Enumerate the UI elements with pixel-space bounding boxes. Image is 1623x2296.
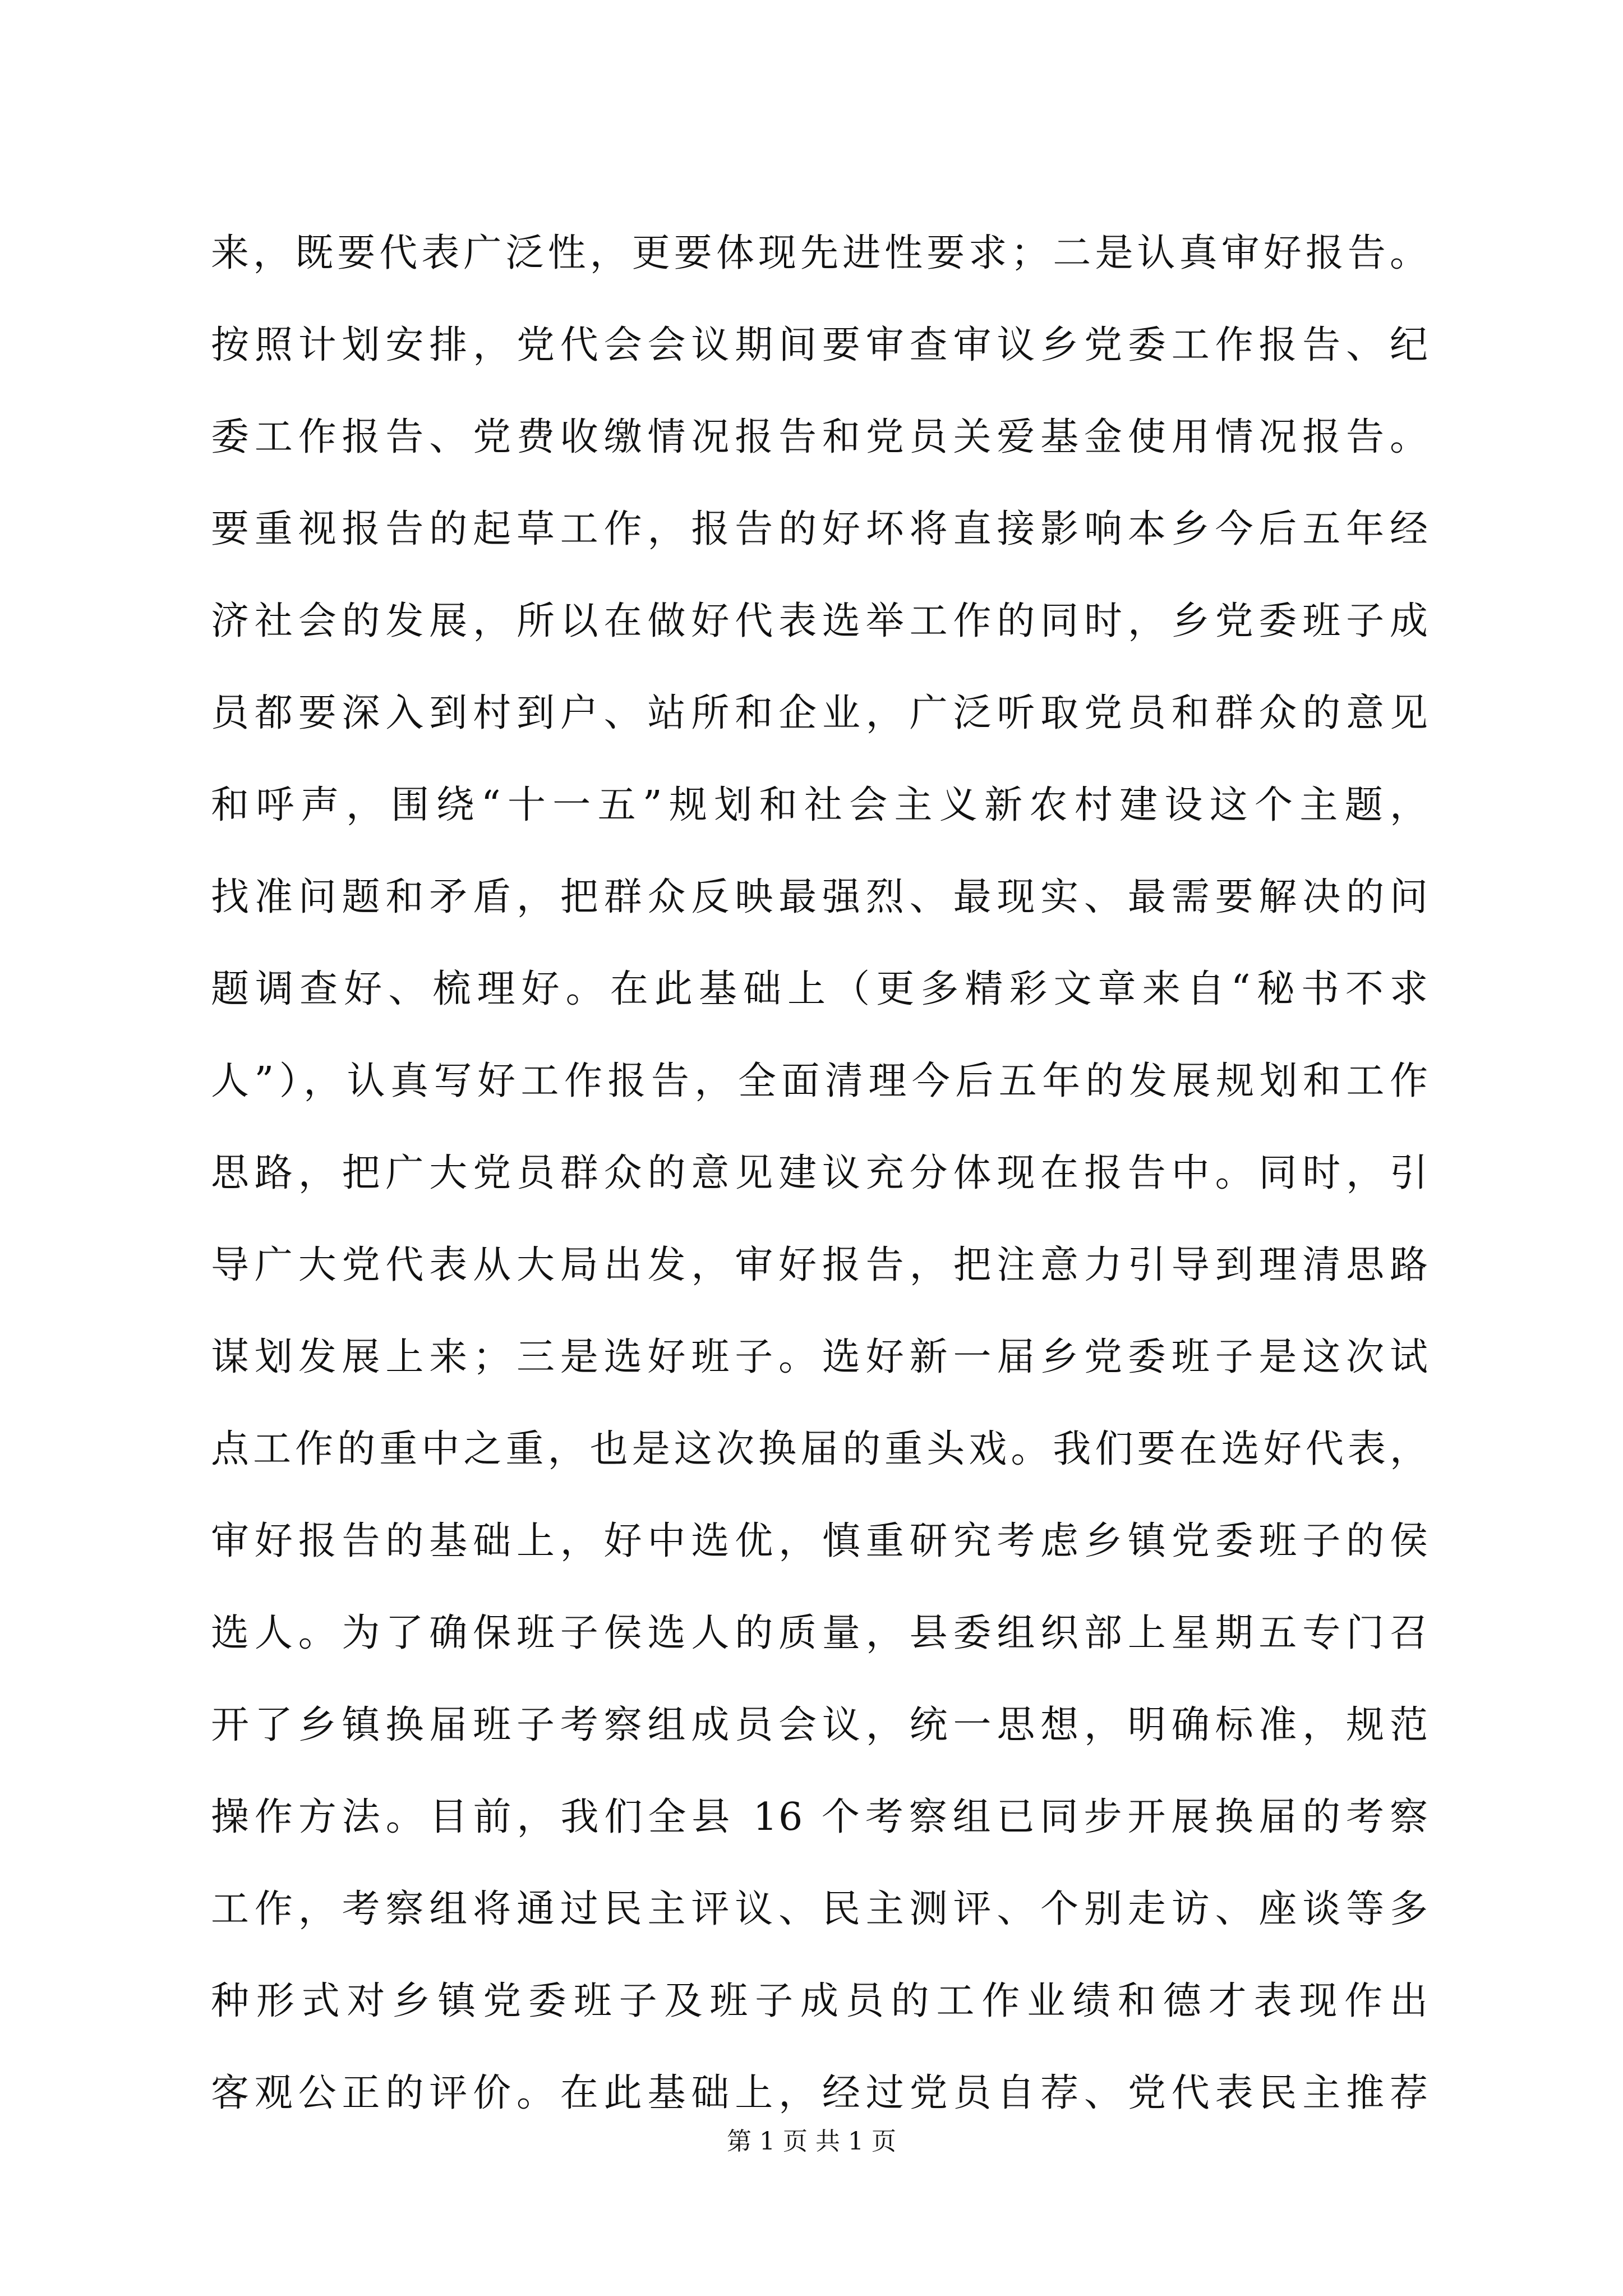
text-line: 点工作的重中之重，也是这次换届的重头戏。我们要在选好代表， [211, 1427, 1429, 1471]
text-line: 选人。为了确保班子侯选人的质量，县委组织部上星期五专门召 [211, 1611, 1429, 1655]
text-line: 客观公正的评价。在此基础上，经过党员自荐、党代表民主推荐 [211, 2071, 1429, 2115]
text-line: 谋划发展上来；三是选好班子。选好新一届乡党委班子是这次试 [211, 1335, 1429, 1379]
text-line: 委工作报告、党费收缴情况报告和党员关爱基金使用情况报告。 [211, 415, 1429, 459]
text-line: 思路，把广大党员群众的意见建议充分体现在报告中。同时，引 [211, 1151, 1429, 1195]
text-line: 人”），认真写好工作报告，全面清理今后五年的发展规划和工作 [211, 1059, 1429, 1103]
text-line: 要重视报告的起草工作，报告的好坏将直接影响本乡今后五年经 [211, 507, 1429, 551]
text-line: 找准问题和矛盾，把群众反映最强烈、最现实、最需要解决的问 [211, 875, 1429, 919]
text-line: 题调查好、梳理好。在此基础上（更多精彩文章来自“秘书不求 [211, 967, 1429, 1011]
text-line: 员都要深入到村到户、站所和企业，广泛听取党员和群众的意见 [211, 691, 1429, 735]
page-footer: 第 1 页 共 1 页 [727, 2127, 896, 2156]
text-line: 来，既要代表广泛性，更要体现先进性要求；二是认真审好报告。 [211, 231, 1429, 275]
text-line: 审好报告的基础上，好中选优，慎重研究考虑乡镇党委班子的侯 [211, 1519, 1429, 1563]
text-line: 操作方法。目前，我们全县 16 个考察组已同步开展换届的考察 [211, 1795, 1429, 1839]
text-line: 工作，考察组将通过民主评议、民主测评、个别走访、座谈等多 [211, 1887, 1429, 1931]
text-line: 导广大党代表从大局出发，审好报告，把注意力引导到理清思路 [211, 1243, 1429, 1287]
text-line: 济社会的发展，所以在做好代表选举工作的同时，乡党委班子成 [211, 599, 1429, 643]
text-line: 种形式对乡镇党委班子及班子成员的工作业绩和德才表现作出 [211, 1979, 1429, 2023]
body-text [211, 208, 1429, 2139]
text-line: 和呼声，围绕“十一五”规划和社会主义新农村建设这个主题， [211, 783, 1429, 827]
text-line: 开了乡镇换届班子考察组成员会议，统一思想，明确标准，规范 [211, 1703, 1429, 1747]
text-line: 按照计划安排，党代会会议期间要审查审议乡党委工作报告、纪 [211, 323, 1429, 367]
